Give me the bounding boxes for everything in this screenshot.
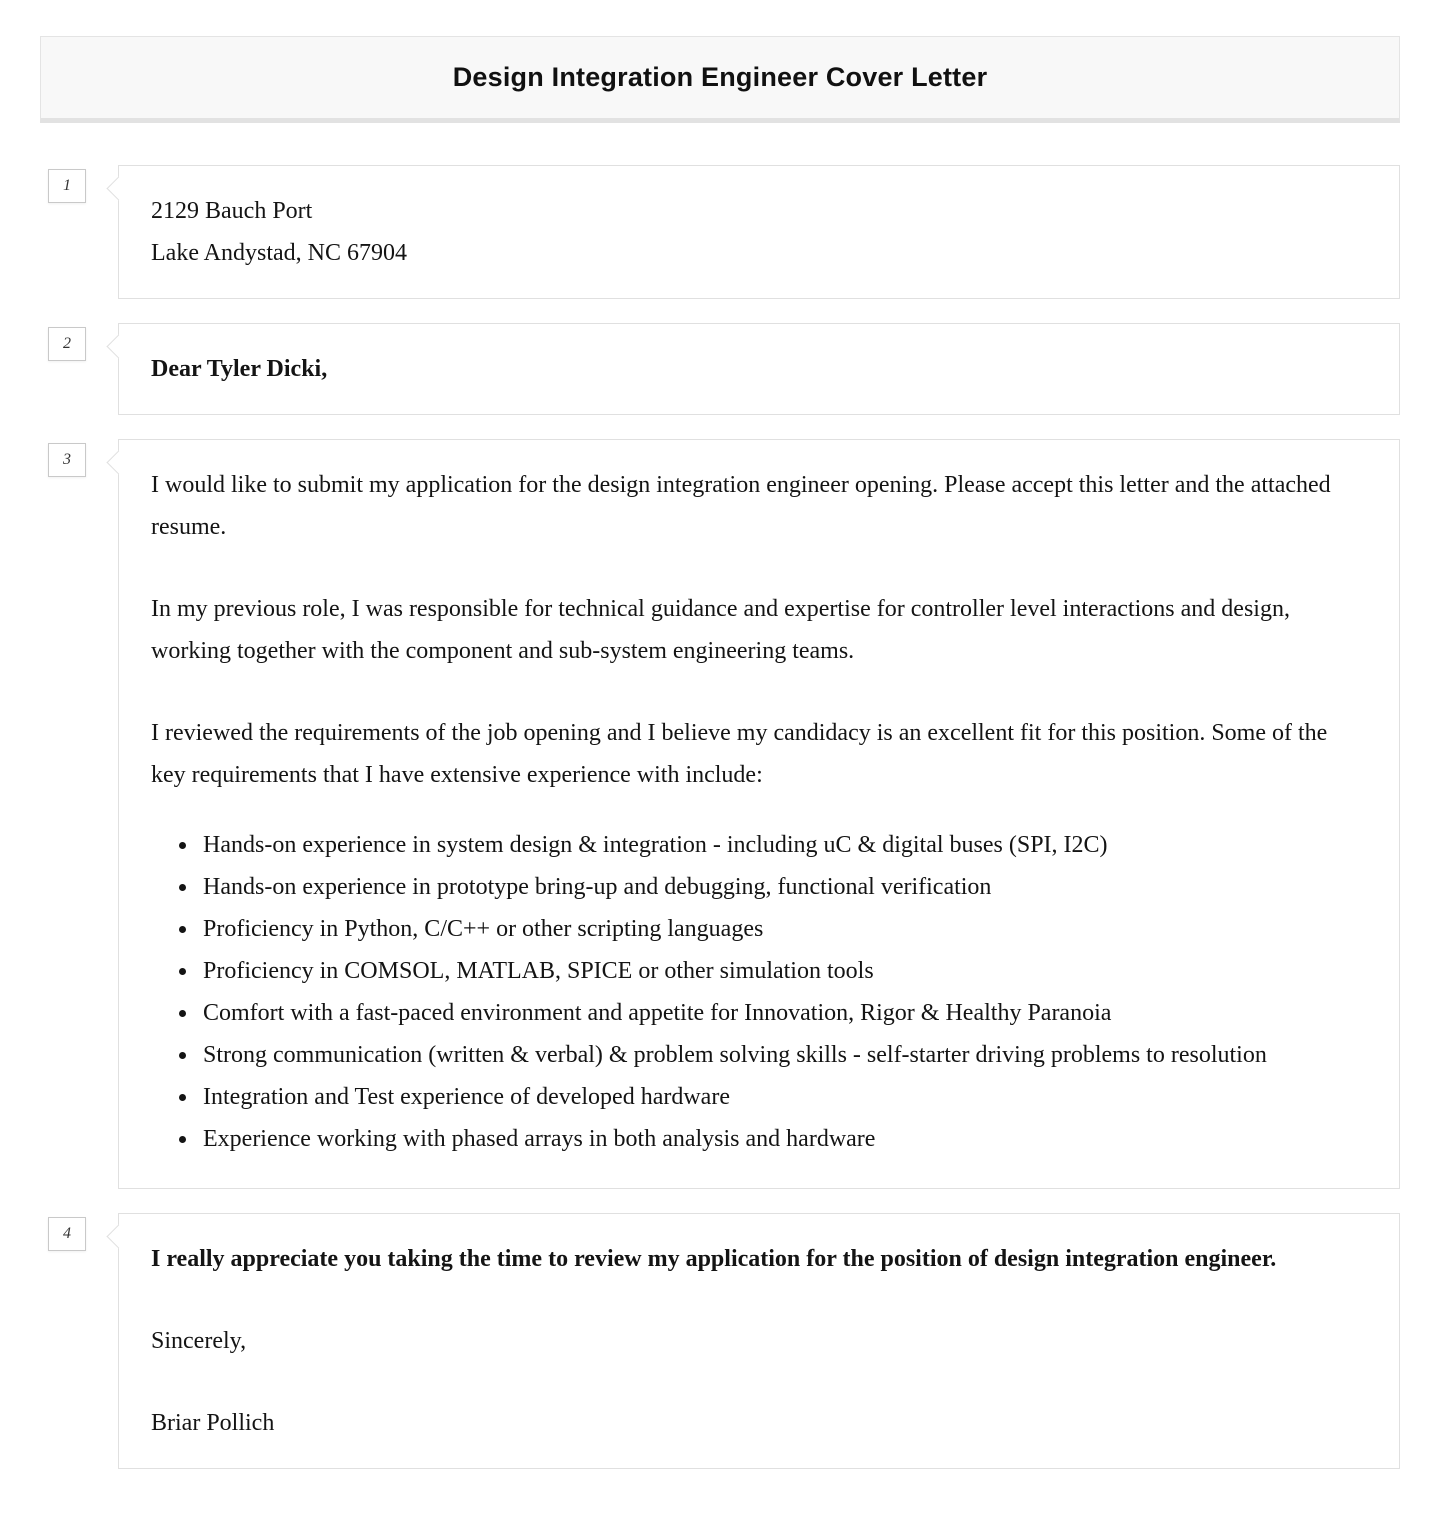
requirement-item: • Strong communication (written & verbal) & problem solving skills - self-starter driving problems to resolution (199, 1034, 1367, 1076)
address-line-1: 2129 Bauch Port (151, 198, 313, 224)
signature-name: Briar Pollich (151, 1410, 275, 1436)
section-body (40, 439, 1400, 1189)
requirement-item: • Hands-on experience in system design & integration - including uC & digital buses (SPI, I2C) (199, 824, 1367, 866)
requirement-item: • Proficiency in COMSOL, MATLAB, SPICE or other simulation tools (199, 950, 1367, 992)
requirement-item: • Experience working with phased arrays in both analysis and hardware (199, 1118, 1367, 1160)
requirement-item: • Comfort with a fast-paced environment and appetite for Innovation, Rigor & Healthy Paranoia (199, 992, 1367, 1034)
section-address (40, 165, 1400, 299)
closing-statement: I really appreciate you taking the time to review my application for the position of design integration engineer. (151, 1246, 1277, 1272)
section-salutation (40, 323, 1400, 415)
section-number-badge-4: 4 (48, 1217, 86, 1251)
section-closing (40, 1213, 1400, 1469)
section-number-badge-3: 3 (48, 443, 86, 477)
requirement-item: • Hands-on experience in prototype bring-up and debugging, functional verification (199, 866, 1367, 908)
salutation-box (118, 323, 1400, 415)
signoff-text: Sincerely, (151, 1328, 247, 1354)
section-number-badge-1: 1 (48, 169, 86, 203)
body-paragraph-2: In my previous role, I was responsible for technical guidance and expertise for controller level interactions and design, working together with the component and sub-system engineering teams. (151, 596, 1290, 664)
address-box (118, 165, 1400, 299)
page-title: Design Integration Engineer Cover Letter (452, 62, 988, 92)
address-line-2: Lake Andystad, NC 67904 (151, 240, 407, 266)
section-number-badge-2: 2 (48, 327, 86, 361)
requirements-list (151, 824, 1367, 1160)
body-box (118, 439, 1400, 1189)
salutation-text: Dear Tyler Dicki, (151, 356, 328, 382)
document-header (40, 36, 1400, 123)
body-paragraph-1: I would like to submit my application for the design integration engineer opening. Please accept this letter and the attached resume. (151, 472, 1331, 540)
closing-box (118, 1213, 1400, 1469)
requirement-item: • Proficiency in Python, C/C++ or other scripting languages (199, 908, 1367, 950)
body-paragraph-3: I reviewed the requirements of the job opening and I believe my candidacy is an excellent fit for this position. Some of the key requirements that I have extensive experience with include: (151, 720, 1328, 788)
requirement-item: • Integration and Test experience of developed hardware (199, 1076, 1367, 1118)
